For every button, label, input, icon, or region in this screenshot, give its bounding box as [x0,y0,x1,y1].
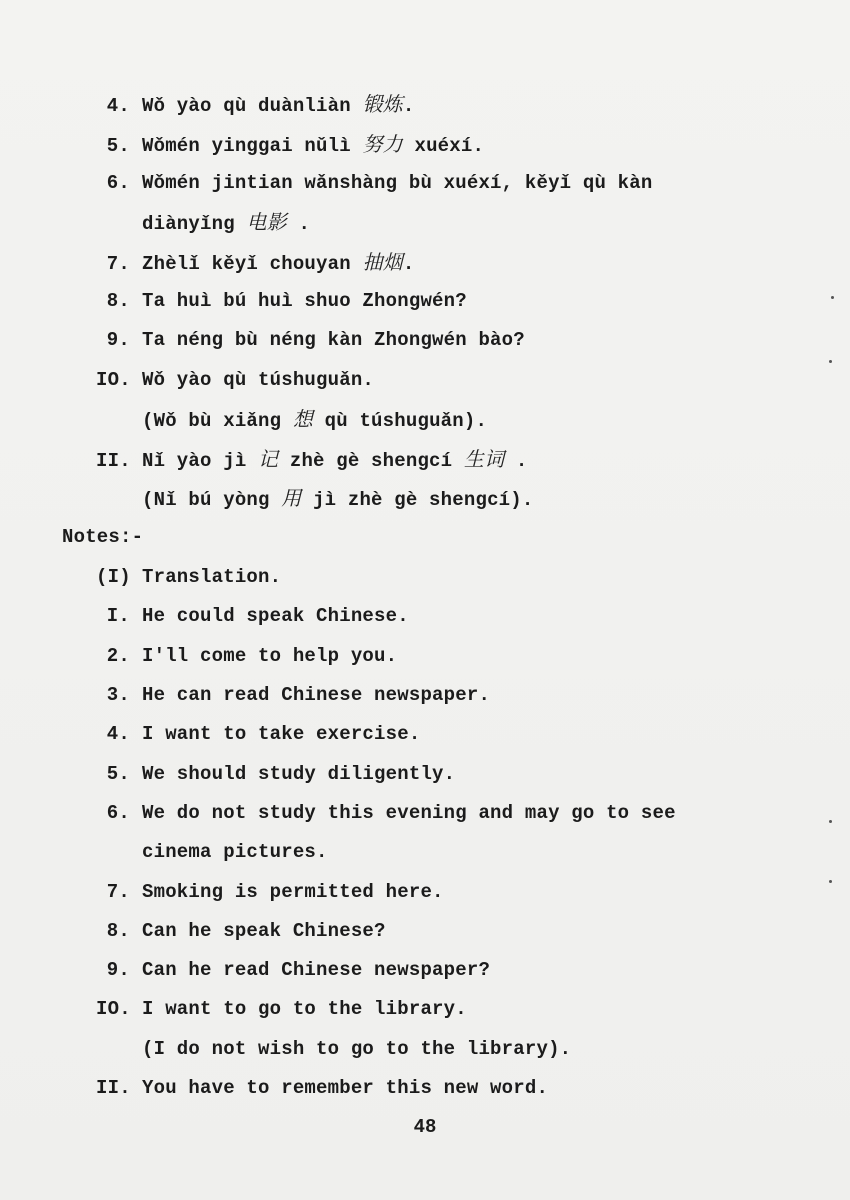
item-number: 4. [106,95,130,117]
item-number: 6. [106,802,130,824]
pinyin-text: Wǒ yào qù túshuguǎn. [142,369,375,391]
drill-line [96,250,414,276]
drill-line [96,368,374,392]
item-number: 4. [106,723,130,745]
translation-line [96,762,455,786]
translation-line [96,840,328,864]
drill-line [96,210,310,236]
translation-text: Smoking is permitted here. [142,881,444,903]
translation-text: I want to go to the library. [142,998,467,1020]
translation-line [96,801,676,825]
pinyin-text: Nǐ yào jì [142,450,247,472]
translation-text: I'll come to help you. [142,645,398,667]
drill-line [96,289,467,313]
translation-line [96,880,444,904]
notes-label: Notes:- [62,526,144,548]
translation-text: We do not study this evening and may go to see [142,802,676,824]
item-number: II. [96,450,131,472]
page-number: 48 [413,1116,437,1138]
translation-text: (I do not wish to go to the library). [142,1038,572,1060]
item-number: 5. [106,135,130,157]
translation-text: cinema pictures. [142,841,328,863]
drill-line [96,407,487,433]
item-number: 9. [106,329,130,351]
section-title: Translation. [142,566,282,588]
translation-line [96,722,420,746]
drill-line [96,171,652,195]
pinyin-text-tail: . [402,95,415,117]
drill-line [96,328,525,352]
scan-speck [831,296,834,299]
drill-line [96,486,533,512]
translation-text: I want to take exercise. [142,723,421,745]
drill-line [96,447,528,473]
scan-speck [829,880,832,883]
item-number: IO. [96,369,131,391]
translation-line [96,1076,548,1100]
translation-line [96,958,490,982]
pinyin-text: Wǒmén jintian wǎnshàng bù xuéxí, kěyǐ qù kàn [142,172,653,194]
translation-text: He could speak Chinese. [142,605,409,627]
item-number: I. [106,605,130,627]
translation-text: We should study diligently. [142,763,456,785]
pinyin-text-tail: . [402,253,415,275]
translation-line [96,997,467,1021]
item-number: 9. [106,959,130,981]
handwritten-hanzi: 用 [281,486,302,510]
item-number: 3. [106,684,130,706]
pinyin-text: Zhèlǐ kěyǐ chouyan [142,253,351,275]
pinyin-text-tail: zhè gè shengcí [278,450,453,472]
item-number: 7. [106,881,130,903]
pinyin-text: (Wǒ bù xiǎng [142,410,282,432]
handwritten-hanzi: 锻炼 [362,92,403,116]
item-number: 8. [106,290,130,312]
translation-line [96,644,397,668]
translation-line [96,604,409,628]
item-number: IO. [96,998,131,1020]
scan-speck [829,360,832,363]
pinyin-text: Wǒ yào qù duànliàn [142,95,351,117]
item-number: II. [96,1077,131,1099]
pinyin-text-tail: . [504,450,528,472]
handwritten-hanzi: 想 [292,407,314,431]
scan-speck [829,820,832,823]
translation-text: You have to remember this new word. [142,1077,549,1099]
item-number: 7. [106,253,130,275]
translation-text: He can read Chinese newspaper. [142,684,491,706]
pinyin-text-tail: xuéxí. [402,135,485,157]
pinyin-text: (Nǐ bú yòng [142,489,270,511]
translation-text: Can he speak Chinese? [142,920,386,942]
item-number: 6. [106,172,130,194]
section-number: (I) [96,566,131,588]
item-number: 5. [106,763,130,785]
translation-line [96,683,490,707]
drill-line [96,132,484,158]
translation-line [96,1037,571,1061]
pinyin-text: Ta huì bú huì shuo Zhongwén? [142,290,467,312]
handwritten-hanzi: 生词 [463,447,505,471]
pinyin-text-tail: jì zhè gè shengcí). [301,489,534,511]
handwritten-hanzi: 电影 [246,210,287,234]
pinyin-text: Wǒmén yinggai nǔlì [142,135,351,157]
pinyin-text-tail: qù túshuguǎn). [313,410,488,432]
item-number: 2. [106,645,130,667]
drill-line [96,92,414,118]
handwritten-hanzi: 抽烟 [362,250,403,274]
pinyin-text: diànyǐng [142,213,235,235]
pinyin-text-tail: . [286,213,311,235]
handwritten-hanzi: 记 [258,447,279,471]
translation-heading [96,565,281,589]
translation-text: Can he read Chinese newspaper? [142,959,491,981]
pinyin-text: Ta néng bù néng kàn Zhongwén bào? [142,329,525,351]
translation-line [96,919,386,943]
handwritten-hanzi: 努力 [362,132,403,156]
item-number: 8. [106,920,130,942]
